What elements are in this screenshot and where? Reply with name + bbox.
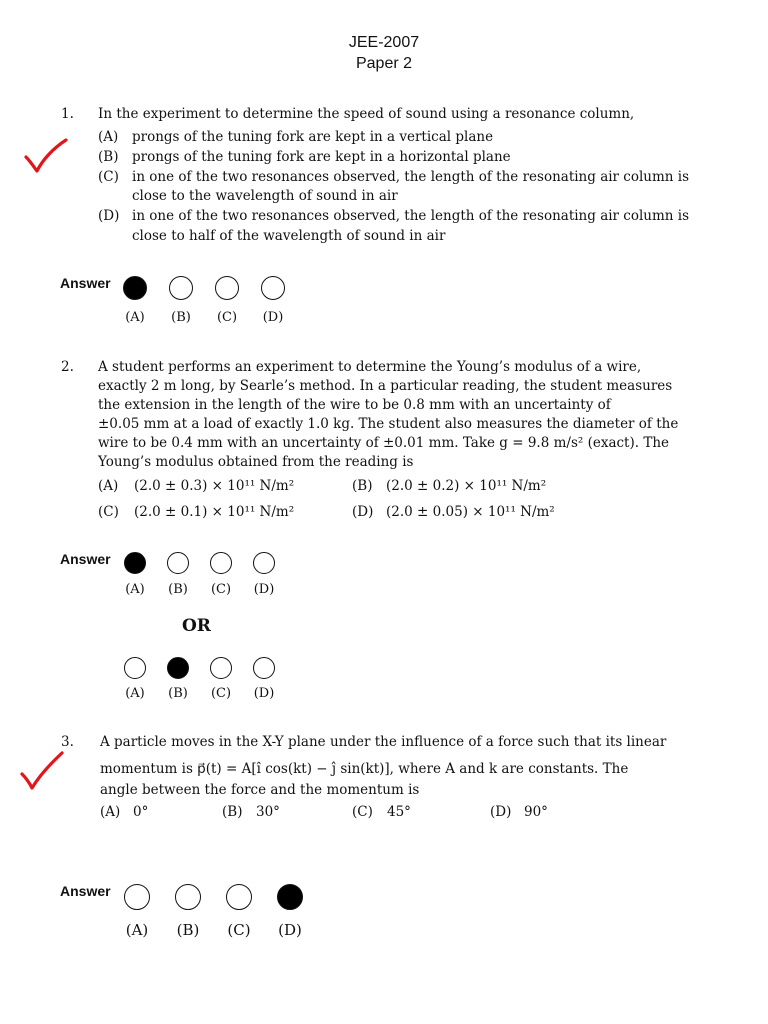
option-text: close to half of the wavelength of sound in air bbox=[132, 228, 446, 244]
option-text: close to the wavelength of sound in air bbox=[132, 188, 398, 204]
answer-bubble-label: (B) bbox=[171, 310, 191, 325]
answer-bubble-label: (C) bbox=[216, 310, 238, 325]
option-letter: (D) bbox=[352, 504, 374, 520]
option-letter: (D) bbox=[490, 804, 512, 820]
answer-bubble[interactable] bbox=[123, 276, 147, 300]
answer-bubble-label: (B) bbox=[176, 921, 200, 939]
question-stem-line: angle between the force and the momentum is bbox=[100, 782, 420, 798]
answer-bubble-label: (D) bbox=[253, 582, 275, 597]
answer-label: Answer bbox=[60, 883, 111, 899]
option-letter: (B) bbox=[98, 149, 119, 165]
option-text: prongs of the tuning fork are kept in a vertical plane bbox=[132, 129, 494, 145]
question-stem-line: ±0.05 mm at a load of exactly 1.0 kg. The student also measures the diameter of the bbox=[98, 416, 679, 432]
answer-bubble[interactable] bbox=[167, 552, 189, 574]
answer-bubble-label: (D) bbox=[278, 921, 302, 939]
answer-bubble-label: (A) bbox=[125, 582, 145, 597]
answer-bubble[interactable] bbox=[253, 657, 275, 679]
or-label: OR bbox=[182, 616, 211, 636]
paper-title: Paper 2 bbox=[355, 55, 413, 72]
option-text: (2.0 ± 0.1) × 10¹¹ N/m² bbox=[134, 504, 295, 520]
option-letter: (A) bbox=[98, 129, 119, 145]
answer-bubble[interactable] bbox=[253, 552, 275, 574]
answer-bubble-label: (C) bbox=[210, 686, 232, 701]
answer-bubble-label: (A) bbox=[125, 310, 145, 325]
answer-bubble-label: (A) bbox=[125, 686, 145, 701]
question-stem-line: momentum is p⃗(t) = A[î cos(kt) − ĵ sin(kt)], where A and k are constants. The bbox=[100, 761, 629, 777]
question-stem-line: wire to be 0.4 mm with an uncertainty of ±0.01 mm. Take g = 9.8 m/s² (exact). The bbox=[98, 435, 670, 451]
option-text: 0° bbox=[133, 804, 149, 820]
question-stem-line: exactly 2 m long, by Searle’s method. In a particular reading, the student measures bbox=[98, 378, 673, 394]
option-letter: (B) bbox=[222, 804, 243, 820]
option-letter: (C) bbox=[352, 804, 373, 820]
option-letter: (A) bbox=[100, 804, 121, 820]
answer-bubble[interactable] bbox=[210, 657, 232, 679]
option-text: 45° bbox=[387, 804, 411, 820]
answer-bubble-label: (A) bbox=[125, 921, 149, 939]
option-text: (2.0 ± 0.2) × 10¹¹ N/m² bbox=[386, 478, 547, 494]
answer-bubble-label: (C) bbox=[227, 921, 251, 939]
answer-bubble-label: (D) bbox=[253, 686, 275, 701]
option-letter: (B) bbox=[352, 478, 373, 494]
answer-bubble[interactable] bbox=[124, 552, 146, 574]
answer-bubble[interactable] bbox=[215, 276, 239, 300]
option-text: (2.0 ± 0.05) × 10¹¹ N/m² bbox=[386, 504, 555, 520]
option-text: 90° bbox=[524, 804, 548, 820]
answer-bubble-label: (B) bbox=[168, 582, 188, 597]
answer-bubble[interactable] bbox=[167, 657, 189, 679]
answer-bubble[interactable] bbox=[210, 552, 232, 574]
question-stem-line: In the experiment to determine the speed of sound using a resonance column, bbox=[98, 106, 635, 122]
check-mark-icon bbox=[22, 137, 70, 175]
answer-bubble[interactable] bbox=[124, 657, 146, 679]
answer-bubble[interactable] bbox=[226, 884, 252, 910]
question-stem-line: Young’s modulus obtained from the reading is bbox=[98, 454, 414, 470]
question-stem-line: the extension in the length of the wire to be 0.8 mm with an uncertainty of bbox=[98, 397, 611, 413]
question-stem-line: A particle moves in the X-Y plane under the influence of a force such that its linear bbox=[100, 734, 667, 750]
answer-bubble-label: (D) bbox=[262, 310, 284, 325]
answer-bubble[interactable] bbox=[261, 276, 285, 300]
option-letter: (A) bbox=[98, 478, 119, 494]
answer-bubble[interactable] bbox=[124, 884, 150, 910]
option-letter: (C) bbox=[98, 504, 119, 520]
option-text: in one of the two resonances observed, the length of the resonating air column is bbox=[132, 169, 690, 185]
answer-bubble-label: (C) bbox=[210, 582, 232, 597]
question-number: 1. bbox=[61, 106, 74, 122]
answer-label: Answer bbox=[60, 275, 111, 291]
option-text: (2.0 ± 0.3) × 10¹¹ N/m² bbox=[134, 478, 295, 494]
answer-bubble[interactable] bbox=[175, 884, 201, 910]
question-number: 3. bbox=[61, 734, 74, 750]
option-letter: (D) bbox=[98, 208, 120, 224]
question-stem-line: A student performs an experiment to determine the Young’s modulus of a wire, bbox=[98, 359, 642, 375]
option-text: prongs of the tuning fork are kept in a horizontal plane bbox=[132, 149, 511, 165]
check-mark-icon bbox=[18, 750, 68, 792]
exam-title: JEE-2007 bbox=[348, 34, 420, 51]
option-text: 30° bbox=[256, 804, 280, 820]
option-text: in one of the two resonances observed, the length of the resonating air column is bbox=[132, 208, 690, 224]
answer-label: Answer bbox=[60, 551, 111, 567]
option-letter: (C) bbox=[98, 169, 119, 185]
answer-bubble[interactable] bbox=[277, 884, 303, 910]
answer-bubble[interactable] bbox=[169, 276, 193, 300]
answer-bubble-label: (B) bbox=[168, 686, 188, 701]
question-number: 2. bbox=[61, 359, 74, 375]
